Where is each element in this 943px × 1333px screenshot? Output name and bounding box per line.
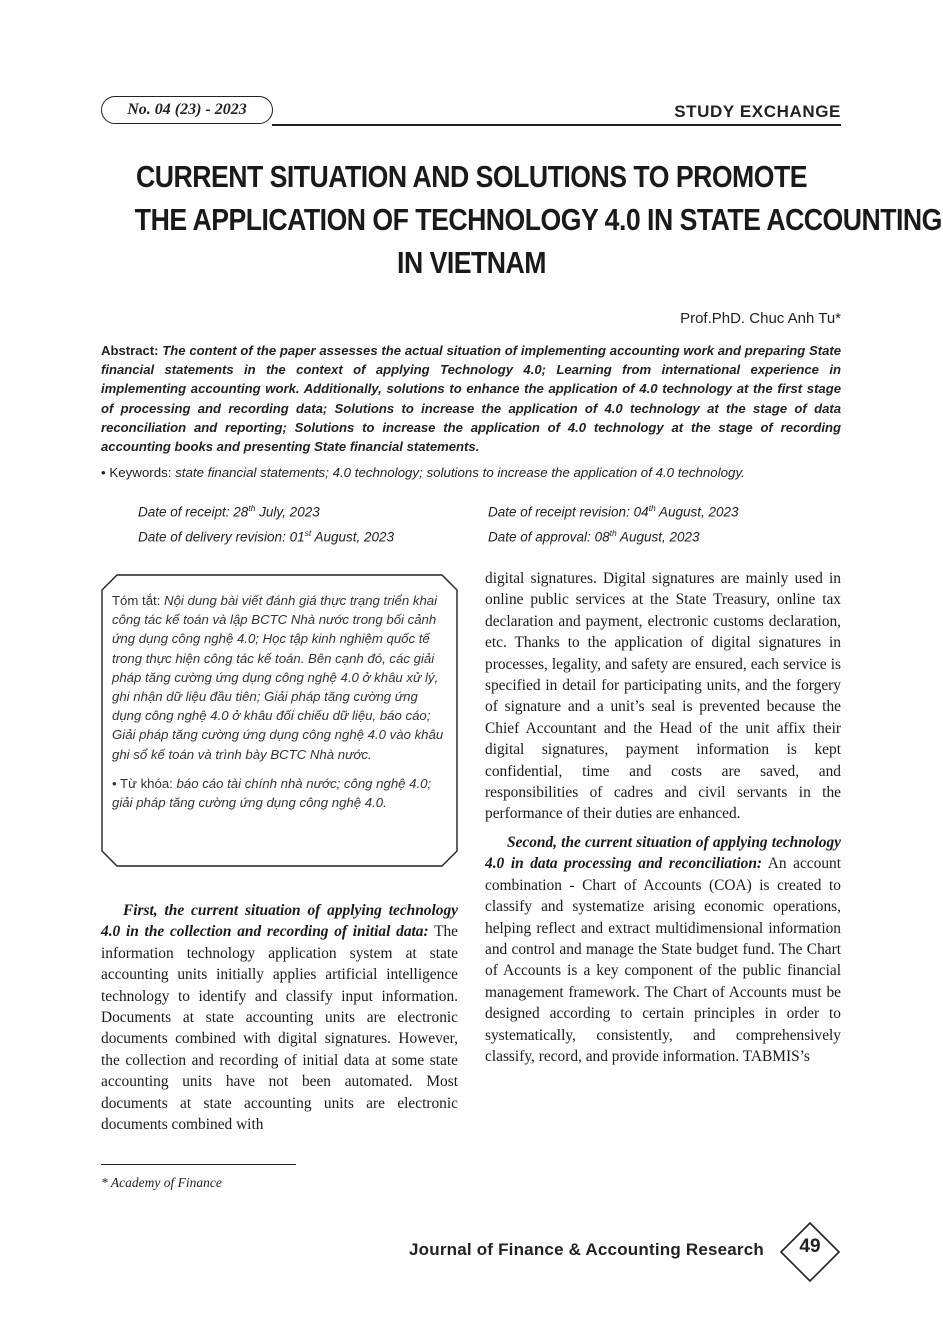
title-line-1: CURRENT SITUATION AND SOLUTIONS TO PROMOTE xyxy=(135,159,807,194)
page-number: 49 xyxy=(799,1236,821,1257)
date-receipt-revision-rest: August, 2023 xyxy=(655,504,739,520)
keywords-label: • Keywords: xyxy=(101,465,172,480)
date-receipt-rest: July, 2023 xyxy=(255,504,320,520)
author-line: Prof.PhD. Chuc Anh Tu* xyxy=(680,310,841,327)
vn-keywords-paragraph xyxy=(112,774,448,812)
vn-summary-label: Tóm tắt: xyxy=(112,593,161,608)
date-approval-rest: August, 2023 xyxy=(616,529,700,545)
vietnamese-summary xyxy=(112,591,448,812)
title-line-2: THE APPLICATION OF TECHNOLOGY 4.0 IN STATE ACCOUNTING xyxy=(134,202,942,237)
right-p2-heading: Second, the current situation of applying technology 4.0 in data processing and reconciliation: xyxy=(485,833,841,873)
date-receipt-revision xyxy=(488,503,739,520)
footnote: * Academy of Finance xyxy=(101,1175,222,1190)
date-delivery-revision xyxy=(138,528,394,545)
date-receipt xyxy=(138,503,320,520)
section-label: STUDY EXCHANGE xyxy=(674,102,841,121)
left-paragraph-1 xyxy=(101,900,458,1135)
date-approval-sup: th xyxy=(609,528,617,538)
date-receipt-revision-sup: th xyxy=(648,503,656,513)
date-receipt-sup: th xyxy=(248,503,256,513)
vn-keywords-label: • Từ khóa: xyxy=(112,775,173,791)
issue-badge: No. 04 (23) - 2023 xyxy=(101,96,273,124)
date-delivery-rest: August, 2023 xyxy=(311,529,395,545)
vn-keywords-text: báo cáo tài chính nhà nước; công nghệ 4.0; giải pháp tăng cường ứng dụng công nghệ 4.0. xyxy=(112,775,432,811)
date-approval xyxy=(488,528,700,545)
right-paragraph-2 xyxy=(485,832,841,1067)
footnote-rule xyxy=(101,1164,296,1165)
date-delivery-label: Date of delivery revision: 01 xyxy=(138,529,305,545)
date-receipt-revision-label: Date of receipt revision: 04 xyxy=(488,504,649,520)
right-column xyxy=(485,568,841,1067)
right-p2-text: An account combination - Chart of Accounts (COA) is created to classify and systematize arising economic operations, helping reflect and extract multidimensional information and control and manage the State budget fund. The Chart of Accounts is a key component of the public financial management framework. The Chart of Accounts must be designed according to certain principles in order to systematically, consistently, and comprehensively classify, record, and provide information. TABMIS’s xyxy=(485,855,842,1065)
article-title xyxy=(134,155,942,284)
left-column xyxy=(101,900,458,1135)
date-receipt-label: Date of receipt: 28 xyxy=(138,504,249,520)
vn-summary-text: Nội dung bài viết đánh giá thực trạng triển khai công tác kế toán và lập BCTC Nhà nước trong bối cảnh ứng dụng công nghệ 4.0; Học tập kinh nghiệm quốc tế trong thực hiện công tác kế toán. Bên cạnh đó, các giải pháp tăng cường ứng dụng công nghệ 4.0 ở khâu xử lý, ghi nhận dữ liệu đầu tiên; Giải pháp tăng cường ứng dụng công nghệ 4.0 ở khâu đối chiếu dữ liệu, báo cáo; Giải pháp tăng cường ứng dụng công nghệ 4.0 vào khâu ghi sổ kế toán và trình bày BCTC Nhà nước. xyxy=(112,593,444,762)
right-paragraph-1: digital signatures. Digital signatures are mainly used in online public services at the State Treasury, online tax declaration and payment, electronic customs declaration, etc. Thanks to the application of digital signatures in processes, legality, and safety are ensured, each service is specified in detail for participating units, and the forgery of signature and a unit’s seal is prevented because the Chief Accountant and the Head of the unit affix their digital signatures, payment information is kept confidential, time and costs are saved, and responsibilities of cadres and civil servants in the performance of their duties are enhanced. xyxy=(485,570,841,823)
left-p1-heading: First, the current situation of applying technology 4.0 in the collection and recording of initial data: xyxy=(101,902,458,941)
date-approval-label: Date of approval: 08 xyxy=(488,529,610,545)
keywords xyxy=(101,464,841,482)
keywords-text: state financial statements; 4.0 technology; solutions to increase the application of 4.0 technology. xyxy=(175,465,745,480)
header-rule xyxy=(272,124,841,126)
left-p1-text: The information technology application system at state accounting units initially applies artificial intelligence technology to identify and classify input information. Documents at state accounting units are electronic documents combined with digital signatures. However, the collection and recording of initial data at some state accounting units have not been automated. Most documents at state accounting units are electronic documents combined with xyxy=(101,923,458,1134)
journal-name: Journal of Finance & Accounting Research xyxy=(409,1240,764,1259)
abstract-text: The content of the paper assesses the actual situation of implementing accounting work and preparing State financial statements in the context of applying Technology 4.0; Learning from international experience in implementing accounting work. Additionally, solutions to enhance the application of 4.0 technology at the first stage of processing and recording data; Solutions to increase the application of 4.0 technology at the stage of data reconciliation and reporting; Solutions to increase the application of 4.0 technology at the stage of recording accounting books and presenting State financial statements. xyxy=(101,343,841,455)
abstract-label: Abstract: xyxy=(101,343,159,358)
vn-summary-paragraph xyxy=(112,591,448,764)
title-line-3: IN VIETNAM xyxy=(397,245,546,280)
date-delivery-sup: st xyxy=(304,528,312,538)
abstract xyxy=(101,341,841,456)
